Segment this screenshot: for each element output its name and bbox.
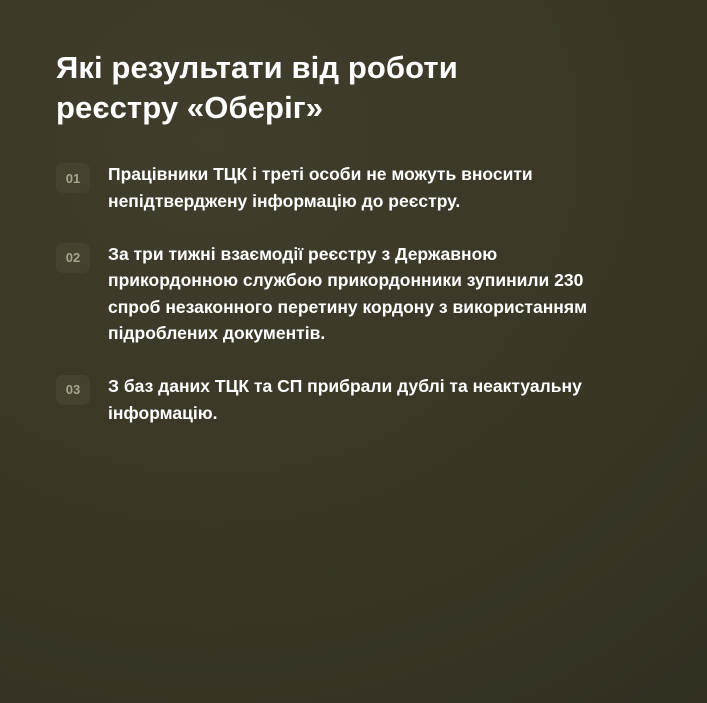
list-item (56, 161, 651, 214)
list-item-number-badge: 01 (56, 163, 90, 193)
page-title: Які результати від роботи реєстру «Оберіг» (56, 50, 458, 125)
results-list (56, 161, 651, 426)
list-item-text: За три тижні взаємодії реєстру з Державною прикордонною службою прикордонники зупинили 230 спроб незаконного перетину кордону з використанням підроблених документів. (108, 243, 588, 344)
list-item-number-badge: 03 (56, 375, 90, 405)
list-item-text: З баз даних ТЦК та СП прибрали дублі та неактуальну інформацію. (108, 375, 582, 423)
list-item (56, 241, 651, 347)
list-item-number-badge: 02 (56, 243, 90, 273)
list-item (56, 373, 651, 426)
list-item-text: Працівники ТЦК і треті особи не можуть вносити непідтверджену інформацію до реєстру. (108, 164, 533, 211)
